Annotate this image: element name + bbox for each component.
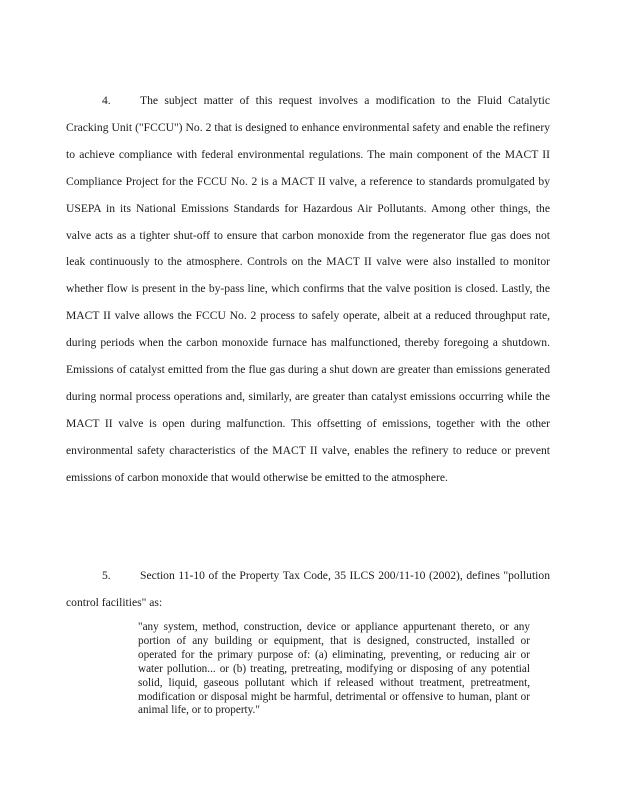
- paragraph-4-text: The subject matter of this request involves a modification to the Fluid Catalytic Cracking Unit ("FCCU") No. 2 that is designed to enhance environmental safety and enable the refinery to achieve compliance with federal environmental regulations. The main component of the MACT II Compliance Project for the FCCU No. 2 is a MACT II valve, a reference to standards promulgated by USEPA in its National Emissions Standards for Hazardous Air Pollutants. Among other things, the valve acts as a tighter shut-off to ensure that carbon monoxide from the regenerator flue gas does not leak continuously to the atmosphere. Controls on the MACT II valve were also installed to monitor whether flow is present in the by-pass line, which confirms that the valve position is closed. Lastly, the MACT II valve allows the FCCU No. 2 process to safely operate, albeit at a reduced throughput rate, during periods when the carbon monoxide furnace has malfunctioned, thereby foregoing a shutdown. Emissions of catalyst emitted from the flue gas during a shut down are greater than emissions generated during normal process operations and, similarly, are greater than catalyst emissions occurring while the MACT II valve is open during malfunction. This offsetting of emissions, together with the other environmental safety characteristics of the MACT II valve, enables the refinery to reduce or prevent emissions of carbon monoxide that would otherwise be emitted to the atmosphere.: [66, 94, 550, 484]
- paragraph-5-text: Section 11-10 of the Property Tax Code, 35 ILCS 200/11-10 (2002), defines "pollution control facilities" as:: [66, 569, 550, 609]
- paragraph-5: [66, 563, 550, 617]
- paragraph-5-number: 5.: [102, 569, 111, 582]
- block-quote: "any system, method, construction, device or appliance appurtenant thereto, or any portion of any building or equipment, that is designed, constructed, installed or operated for the primary purpose of: (a) eliminating, preventing, or reducing air or water pollution... or (b) treating, pretreating, modifying or disposing of any potential solid, liquid, gaseous pollutant which if released without treatment, pretreatment, modification or disposal might be harmful, detrimental or offensive to human, plant or animal life, or to property.": [138, 621, 530, 717]
- paragraph-4: [66, 88, 550, 492]
- paragraph-4-number: 4.: [102, 94, 111, 107]
